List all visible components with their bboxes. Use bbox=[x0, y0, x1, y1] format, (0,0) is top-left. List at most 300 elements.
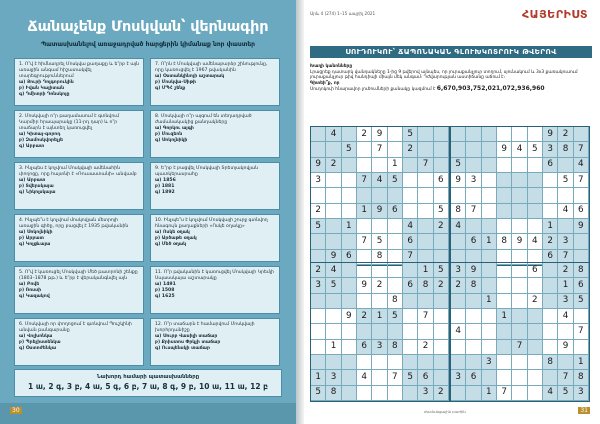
sudoku-cell[interactable]: 4 bbox=[326, 127, 341, 142]
sudoku-cell[interactable] bbox=[342, 324, 357, 339]
sudoku-cell[interactable] bbox=[512, 127, 527, 142]
sudoku-cell[interactable]: 7 bbox=[497, 386, 512, 401]
sudoku-cell[interactable] bbox=[482, 324, 497, 339]
sudoku-cell[interactable]: 2 bbox=[418, 340, 433, 355]
sudoku-cell[interactable]: 6 bbox=[543, 250, 558, 265]
sudoku-cell[interactable]: 8 bbox=[326, 386, 341, 401]
sudoku-cell[interactable] bbox=[388, 386, 403, 401]
sudoku-cell[interactable]: 2 bbox=[434, 278, 449, 293]
sudoku-cell[interactable] bbox=[466, 324, 481, 339]
sudoku-cell[interactable]: 4 bbox=[528, 234, 543, 249]
sudoku-cell[interactable] bbox=[342, 263, 357, 278]
sudoku-cell[interactable] bbox=[558, 158, 573, 173]
sudoku-cell[interactable]: 5 bbox=[388, 173, 403, 188]
sudoku-cell[interactable] bbox=[543, 340, 558, 355]
sudoku-cell[interactable] bbox=[434, 142, 449, 157]
sudoku-cell[interactable] bbox=[497, 173, 512, 188]
sudoku-cell[interactable]: 6 bbox=[418, 370, 433, 385]
sudoku-cell[interactable] bbox=[482, 127, 497, 142]
sudoku-cell[interactable] bbox=[388, 219, 403, 234]
sudoku-cell[interactable]: 3 bbox=[311, 278, 326, 293]
sudoku-cell[interactable] bbox=[311, 234, 326, 249]
sudoku-cell[interactable]: 3 bbox=[326, 370, 341, 385]
sudoku-cell[interactable] bbox=[528, 127, 543, 142]
sudoku-cell[interactable]: 6 bbox=[466, 234, 481, 249]
sudoku-cell[interactable]: 8 bbox=[388, 340, 403, 355]
sudoku-cell[interactable]: 5 bbox=[558, 173, 573, 188]
sudoku-cell[interactable]: 1 bbox=[311, 370, 326, 385]
sudoku-cell[interactable] bbox=[403, 188, 418, 203]
sudoku-cell[interactable] bbox=[311, 188, 326, 203]
sudoku-cell[interactable] bbox=[372, 370, 387, 385]
sudoku-cell[interactable] bbox=[543, 188, 558, 203]
sudoku-cell[interactable]: 9 bbox=[543, 127, 558, 142]
sudoku-cell[interactable]: 6 bbox=[357, 340, 372, 355]
sudoku-cell[interactable] bbox=[497, 355, 512, 370]
sudoku-cell[interactable] bbox=[311, 355, 326, 370]
sudoku-cell[interactable] bbox=[357, 294, 372, 309]
sudoku-cell[interactable] bbox=[326, 204, 341, 219]
sudoku-cell[interactable]: 1 bbox=[372, 309, 387, 324]
sudoku-cell[interactable] bbox=[342, 127, 357, 142]
sudoku-cell[interactable] bbox=[512, 324, 527, 339]
sudoku-cell[interactable]: 9 bbox=[326, 250, 341, 265]
sudoku-cell[interactable] bbox=[482, 173, 497, 188]
sudoku-cell[interactable] bbox=[311, 309, 326, 324]
sudoku-cell[interactable] bbox=[342, 204, 357, 219]
sudoku-cell[interactable]: 2 bbox=[326, 158, 341, 173]
sudoku-cell[interactable]: 1 bbox=[497, 309, 512, 324]
sudoku-cell[interactable] bbox=[466, 219, 481, 234]
sudoku-cell[interactable]: 5 bbox=[311, 386, 326, 401]
sudoku-cell[interactable] bbox=[451, 355, 466, 370]
sudoku-cell[interactable]: 1 bbox=[558, 278, 573, 293]
sudoku-cell[interactable] bbox=[403, 173, 418, 188]
sudoku-cell[interactable]: 6 bbox=[528, 263, 543, 278]
sudoku-cell[interactable] bbox=[528, 278, 543, 293]
sudoku-cell[interactable] bbox=[357, 219, 372, 234]
sudoku-cell[interactable] bbox=[372, 324, 387, 339]
sudoku-cell[interactable] bbox=[342, 340, 357, 355]
sudoku-cell[interactable]: 2 bbox=[434, 219, 449, 234]
sudoku-cell[interactable]: 3 bbox=[558, 234, 573, 249]
sudoku-cell[interactable] bbox=[574, 127, 589, 142]
sudoku-cell[interactable] bbox=[558, 188, 573, 203]
sudoku-cell[interactable] bbox=[403, 294, 418, 309]
sudoku-cell[interactable] bbox=[342, 278, 357, 293]
sudoku-cell[interactable]: 8 bbox=[497, 234, 512, 249]
sudoku-cell[interactable]: 8 bbox=[574, 263, 589, 278]
sudoku-cell[interactable] bbox=[372, 219, 387, 234]
sudoku-cell[interactable] bbox=[512, 263, 527, 278]
sudoku-cell[interactable] bbox=[528, 219, 543, 234]
sudoku-cell[interactable] bbox=[528, 324, 543, 339]
sudoku-cell[interactable]: 7 bbox=[418, 158, 433, 173]
sudoku-cell[interactable] bbox=[451, 188, 466, 203]
sudoku-cell[interactable] bbox=[357, 263, 372, 278]
sudoku-cell[interactable] bbox=[543, 294, 558, 309]
sudoku-cell[interactable]: 6 bbox=[574, 278, 589, 293]
sudoku-cell[interactable] bbox=[558, 219, 573, 234]
sudoku-cell[interactable] bbox=[466, 386, 481, 401]
sudoku-cell[interactable] bbox=[543, 204, 558, 219]
sudoku-cell[interactable] bbox=[418, 142, 433, 157]
sudoku-cell[interactable] bbox=[451, 309, 466, 324]
sudoku-cell[interactable]: 4 bbox=[372, 173, 387, 188]
sudoku-cell[interactable]: 4 bbox=[451, 324, 466, 339]
sudoku-cell[interactable]: 8 bbox=[543, 355, 558, 370]
sudoku-cell[interactable] bbox=[497, 278, 512, 293]
sudoku-cell[interactable] bbox=[512, 219, 527, 234]
sudoku-cell[interactable] bbox=[451, 340, 466, 355]
sudoku-cell[interactable]: 1 bbox=[357, 204, 372, 219]
sudoku-cell[interactable] bbox=[357, 355, 372, 370]
sudoku-cell[interactable] bbox=[512, 158, 527, 173]
sudoku-cell[interactable] bbox=[372, 294, 387, 309]
sudoku-cell[interactable]: 2 bbox=[543, 234, 558, 249]
sudoku-cell[interactable] bbox=[543, 324, 558, 339]
sudoku-cell[interactable]: 1 bbox=[388, 158, 403, 173]
sudoku-cell[interactable]: 7 bbox=[574, 142, 589, 157]
sudoku-cell[interactable]: 9 bbox=[497, 142, 512, 157]
sudoku-cell[interactable]: 2 bbox=[434, 386, 449, 401]
sudoku-cell[interactable]: 7 bbox=[357, 234, 372, 249]
sudoku-cell[interactable]: 2 bbox=[311, 263, 326, 278]
sudoku-cell[interactable] bbox=[342, 294, 357, 309]
sudoku-cell[interactable]: 5 bbox=[574, 294, 589, 309]
sudoku-cell[interactable] bbox=[528, 158, 543, 173]
sudoku-cell[interactable]: 5 bbox=[388, 309, 403, 324]
sudoku-cell[interactable]: 2 bbox=[311, 204, 326, 219]
sudoku-cell[interactable] bbox=[482, 370, 497, 385]
sudoku-cell[interactable] bbox=[311, 340, 326, 355]
sudoku-cell[interactable]: 2 bbox=[558, 263, 573, 278]
sudoku-cell[interactable]: 8 bbox=[466, 278, 481, 293]
sudoku-cell[interactable]: 1 bbox=[482, 386, 497, 401]
sudoku-cell[interactable] bbox=[497, 324, 512, 339]
sudoku-cell[interactable]: 9 bbox=[342, 309, 357, 324]
sudoku-cell[interactable] bbox=[357, 324, 372, 339]
sudoku-cell[interactable] bbox=[451, 127, 466, 142]
sudoku-cell[interactable]: 9 bbox=[372, 127, 387, 142]
sudoku-cell[interactable] bbox=[326, 219, 341, 234]
sudoku-cell[interactable] bbox=[482, 309, 497, 324]
sudoku-cell[interactable] bbox=[512, 294, 527, 309]
sudoku-cell[interactable] bbox=[574, 234, 589, 249]
sudoku-cell[interactable]: 5 bbox=[342, 142, 357, 157]
sudoku-cell[interactable]: 4 bbox=[574, 158, 589, 173]
sudoku-cell[interactable]: 6 bbox=[543, 158, 558, 173]
sudoku-cell[interactable] bbox=[418, 127, 433, 142]
sudoku-cell[interactable] bbox=[418, 324, 433, 339]
sudoku-cell[interactable] bbox=[451, 234, 466, 249]
sudoku-cell[interactable]: 9 bbox=[451, 173, 466, 188]
sudoku-cell[interactable]: 1 bbox=[342, 219, 357, 234]
sudoku-cell[interactable] bbox=[574, 309, 589, 324]
sudoku-cell[interactable] bbox=[482, 278, 497, 293]
sudoku-cell[interactable] bbox=[403, 309, 418, 324]
sudoku-cell[interactable] bbox=[466, 294, 481, 309]
sudoku-cell[interactable]: 6 bbox=[388, 204, 403, 219]
sudoku-cell[interactable] bbox=[326, 355, 341, 370]
sudoku-cell[interactable]: 4 bbox=[357, 370, 372, 385]
sudoku-cell[interactable] bbox=[357, 142, 372, 157]
sudoku-cell[interactable] bbox=[434, 355, 449, 370]
sudoku-cell[interactable] bbox=[418, 204, 433, 219]
sudoku-cell[interactable] bbox=[326, 234, 341, 249]
sudoku-cell[interactable]: 7 bbox=[574, 173, 589, 188]
sudoku-cell[interactable] bbox=[357, 188, 372, 203]
sudoku-cell[interactable]: 4 bbox=[451, 219, 466, 234]
sudoku-cell[interactable]: 6 bbox=[342, 250, 357, 265]
sudoku-cell[interactable] bbox=[342, 370, 357, 385]
sudoku-cell[interactable] bbox=[466, 355, 481, 370]
sudoku-cell[interactable] bbox=[497, 204, 512, 219]
sudoku-cell[interactable] bbox=[528, 188, 543, 203]
sudoku-cell[interactable] bbox=[434, 309, 449, 324]
sudoku-cell[interactable] bbox=[543, 278, 558, 293]
sudoku-cell[interactable]: 5 bbox=[434, 263, 449, 278]
sudoku-cell[interactable]: 9 bbox=[466, 263, 481, 278]
sudoku-cell[interactable]: 1 bbox=[482, 294, 497, 309]
sudoku-cell[interactable]: 7 bbox=[372, 142, 387, 157]
sudoku-cell[interactable]: 4 bbox=[512, 142, 527, 157]
sudoku-cell[interactable] bbox=[434, 234, 449, 249]
sudoku-cell[interactable] bbox=[512, 278, 527, 293]
sudoku-cell[interactable] bbox=[388, 142, 403, 157]
sudoku-cell[interactable] bbox=[372, 188, 387, 203]
sudoku-cell[interactable]: 7 bbox=[388, 370, 403, 385]
sudoku-cell[interactable]: 5 bbox=[311, 219, 326, 234]
sudoku-cell[interactable]: 4 bbox=[403, 219, 418, 234]
sudoku-cell[interactable] bbox=[342, 158, 357, 173]
sudoku-cell[interactable] bbox=[418, 294, 433, 309]
sudoku-cell[interactable]: 6 bbox=[574, 204, 589, 219]
sudoku-cell[interactable] bbox=[388, 355, 403, 370]
sudoku-cell[interactable] bbox=[512, 370, 527, 385]
sudoku-cell[interactable] bbox=[512, 173, 527, 188]
sudoku-cell[interactable]: 8 bbox=[372, 250, 387, 265]
sudoku-cell[interactable]: 3 bbox=[418, 386, 433, 401]
sudoku-cell[interactable] bbox=[418, 234, 433, 249]
sudoku-cell[interactable]: 8 bbox=[558, 142, 573, 157]
sudoku-cell[interactable] bbox=[543, 309, 558, 324]
sudoku-cell[interactable] bbox=[466, 309, 481, 324]
sudoku-cell[interactable] bbox=[372, 386, 387, 401]
sudoku-cell[interactable]: 3 bbox=[372, 340, 387, 355]
sudoku-cell[interactable]: 2 bbox=[372, 278, 387, 293]
sudoku-cell[interactable] bbox=[558, 324, 573, 339]
sudoku-cell[interactable] bbox=[403, 324, 418, 339]
sudoku-cell[interactable] bbox=[543, 263, 558, 278]
sudoku-cell[interactable] bbox=[497, 219, 512, 234]
sudoku-cell[interactable] bbox=[403, 340, 418, 355]
sudoku-cell[interactable] bbox=[388, 234, 403, 249]
sudoku-cell[interactable] bbox=[482, 340, 497, 355]
sudoku-cell[interactable] bbox=[388, 278, 403, 293]
sudoku-cell[interactable] bbox=[558, 355, 573, 370]
sudoku-cell[interactable] bbox=[466, 340, 481, 355]
sudoku-cell[interactable] bbox=[512, 309, 527, 324]
sudoku-cell[interactable]: 9 bbox=[558, 340, 573, 355]
sudoku-cell[interactable] bbox=[497, 188, 512, 203]
sudoku-cell[interactable]: 7 bbox=[574, 324, 589, 339]
sudoku-cell[interactable] bbox=[528, 340, 543, 355]
sudoku-cell[interactable] bbox=[512, 386, 527, 401]
sudoku-cell[interactable] bbox=[418, 355, 433, 370]
sudoku-cell[interactable] bbox=[497, 127, 512, 142]
sudoku-cell[interactable] bbox=[434, 188, 449, 203]
sudoku-cell[interactable] bbox=[372, 158, 387, 173]
sudoku-cell[interactable] bbox=[482, 263, 497, 278]
sudoku-cell[interactable] bbox=[342, 173, 357, 188]
sudoku-cell[interactable]: 5 bbox=[326, 278, 341, 293]
sudoku-cell[interactable]: 7 bbox=[512, 340, 527, 355]
sudoku-cell[interactable] bbox=[482, 142, 497, 157]
sudoku-cell[interactable] bbox=[342, 188, 357, 203]
sudoku-cell[interactable] bbox=[482, 158, 497, 173]
sudoku-cell[interactable]: 3 bbox=[558, 294, 573, 309]
sudoku-cell[interactable] bbox=[342, 386, 357, 401]
sudoku-cell[interactable] bbox=[388, 324, 403, 339]
sudoku-cell[interactable]: 7 bbox=[558, 250, 573, 265]
sudoku-cell[interactable]: 3 bbox=[451, 263, 466, 278]
sudoku-cell[interactable]: 7 bbox=[357, 173, 372, 188]
sudoku-cell[interactable] bbox=[403, 355, 418, 370]
sudoku-cell[interactable]: 9 bbox=[512, 234, 527, 249]
sudoku-cell[interactable]: 5 bbox=[403, 127, 418, 142]
sudoku-cell[interactable]: 1 bbox=[574, 355, 589, 370]
sudoku-cell[interactable] bbox=[528, 204, 543, 219]
sudoku-cell[interactable]: 8 bbox=[451, 204, 466, 219]
sudoku-cell[interactable]: 5 bbox=[528, 142, 543, 157]
sudoku-cell[interactable] bbox=[311, 294, 326, 309]
sudoku-cell[interactable] bbox=[326, 324, 341, 339]
sudoku-cell[interactable] bbox=[388, 188, 403, 203]
sudoku-cell[interactable]: 9 bbox=[311, 158, 326, 173]
sudoku-cell[interactable] bbox=[528, 370, 543, 385]
sudoku-cell[interactable]: 3 bbox=[574, 386, 589, 401]
sudoku-cell[interactable] bbox=[512, 204, 527, 219]
sudoku-cell[interactable] bbox=[466, 188, 481, 203]
sudoku-cell[interactable]: 8 bbox=[388, 294, 403, 309]
sudoku-cell[interactable] bbox=[574, 188, 589, 203]
sudoku-cell[interactable]: 2 bbox=[357, 309, 372, 324]
sudoku-cell[interactable] bbox=[482, 219, 497, 234]
sudoku-cell[interactable]: 6 bbox=[434, 173, 449, 188]
sudoku-cell[interactable]: 7 bbox=[418, 309, 433, 324]
sudoku-cell[interactable]: 4 bbox=[558, 204, 573, 219]
sudoku-cell[interactable] bbox=[451, 386, 466, 401]
sudoku-cell[interactable]: 6 bbox=[403, 234, 418, 249]
sudoku-cell[interactable] bbox=[326, 294, 341, 309]
sudoku-cell[interactable] bbox=[434, 158, 449, 173]
sudoku-cell[interactable]: 2 bbox=[357, 127, 372, 142]
sudoku-cell[interactable] bbox=[512, 188, 527, 203]
sudoku-cell[interactable]: 1 bbox=[482, 234, 497, 249]
sudoku-cell[interactable] bbox=[466, 127, 481, 142]
sudoku-cell[interactable] bbox=[434, 294, 449, 309]
sudoku-cell[interactable]: 3 bbox=[482, 355, 497, 370]
sudoku-cell[interactable] bbox=[357, 386, 372, 401]
sudoku-cell[interactable] bbox=[451, 142, 466, 157]
sudoku-cell[interactable] bbox=[418, 173, 433, 188]
sudoku-cell[interactable]: 9 bbox=[574, 219, 589, 234]
sudoku-cell[interactable]: 5 bbox=[451, 158, 466, 173]
sudoku-cell[interactable]: 5 bbox=[558, 386, 573, 401]
sudoku-cell[interactable] bbox=[574, 340, 589, 355]
sudoku-cell[interactable] bbox=[342, 234, 357, 249]
sudoku-cell[interactable] bbox=[434, 324, 449, 339]
sudoku-cell[interactable]: 7 bbox=[466, 204, 481, 219]
sudoku-cell[interactable]: 4 bbox=[558, 309, 573, 324]
sudoku-cell[interactable] bbox=[528, 309, 543, 324]
sudoku-cell[interactable] bbox=[528, 386, 543, 401]
sudoku-cell[interactable]: 6 bbox=[403, 278, 418, 293]
sudoku-cell[interactable]: 8 bbox=[418, 278, 433, 293]
sudoku-cell[interactable] bbox=[372, 355, 387, 370]
sudoku-cell[interactable]: 7 bbox=[558, 370, 573, 385]
sudoku-cell[interactable] bbox=[434, 370, 449, 385]
sudoku-cell[interactable] bbox=[466, 142, 481, 157]
sudoku-cell[interactable] bbox=[388, 127, 403, 142]
sudoku-cell[interactable] bbox=[497, 158, 512, 173]
sudoku-cell[interactable] bbox=[311, 142, 326, 157]
sudoku-cell[interactable]: 6 bbox=[466, 370, 481, 385]
sudoku-cell[interactable] bbox=[497, 370, 512, 385]
sudoku-cell[interactable] bbox=[372, 263, 387, 278]
sudoku-cell[interactable]: 8 bbox=[574, 370, 589, 385]
sudoku-cell[interactable] bbox=[403, 158, 418, 173]
sudoku-cell[interactable]: 2 bbox=[451, 278, 466, 293]
sudoku-cell[interactable] bbox=[434, 340, 449, 355]
sudoku-cell[interactable]: 3 bbox=[466, 173, 481, 188]
sudoku-cell[interactable] bbox=[403, 386, 418, 401]
sudoku-cell[interactable] bbox=[403, 204, 418, 219]
sudoku-cell[interactable] bbox=[497, 263, 512, 278]
sudoku-cell[interactable] bbox=[497, 294, 512, 309]
sudoku-cell[interactable] bbox=[311, 324, 326, 339]
sudoku-cell[interactable] bbox=[403, 263, 418, 278]
sudoku-cell[interactable] bbox=[326, 309, 341, 324]
sudoku-cell[interactable] bbox=[451, 294, 466, 309]
sudoku-cell[interactable] bbox=[543, 173, 558, 188]
sudoku-cell[interactable] bbox=[482, 188, 497, 203]
sudoku-cell[interactable]: 2 bbox=[558, 127, 573, 142]
sudoku-cell[interactable]: 2 bbox=[403, 142, 418, 157]
sudoku-cell[interactable]: 1 bbox=[326, 340, 341, 355]
sudoku-cell[interactable] bbox=[434, 127, 449, 142]
sudoku-cell[interactable]: 9 bbox=[357, 278, 372, 293]
sudoku-cell[interactable] bbox=[497, 340, 512, 355]
sudoku-cell[interactable] bbox=[357, 158, 372, 173]
sudoku-cell[interactable] bbox=[326, 188, 341, 203]
sudoku-cell[interactable]: 9 bbox=[372, 204, 387, 219]
sudoku-cell[interactable] bbox=[482, 204, 497, 219]
sudoku-cell[interactable]: 4 bbox=[543, 386, 558, 401]
sudoku-cell[interactable]: 4 bbox=[326, 263, 341, 278]
sudoku-cell[interactable] bbox=[418, 219, 433, 234]
sudoku-cell[interactable] bbox=[326, 142, 341, 157]
sudoku-cell[interactable] bbox=[326, 173, 341, 188]
sudoku-cell[interactable]: 1 bbox=[418, 263, 433, 278]
sudoku-cell[interactable]: 5 bbox=[403, 370, 418, 385]
sudoku-cell[interactable]: 5 bbox=[372, 234, 387, 249]
sudoku-cell[interactable] bbox=[528, 173, 543, 188]
sudoku-cell[interactable]: 3 bbox=[311, 173, 326, 188]
sudoku-cell[interactable] bbox=[543, 370, 558, 385]
sudoku-cell[interactable]: 3 bbox=[543, 142, 558, 157]
